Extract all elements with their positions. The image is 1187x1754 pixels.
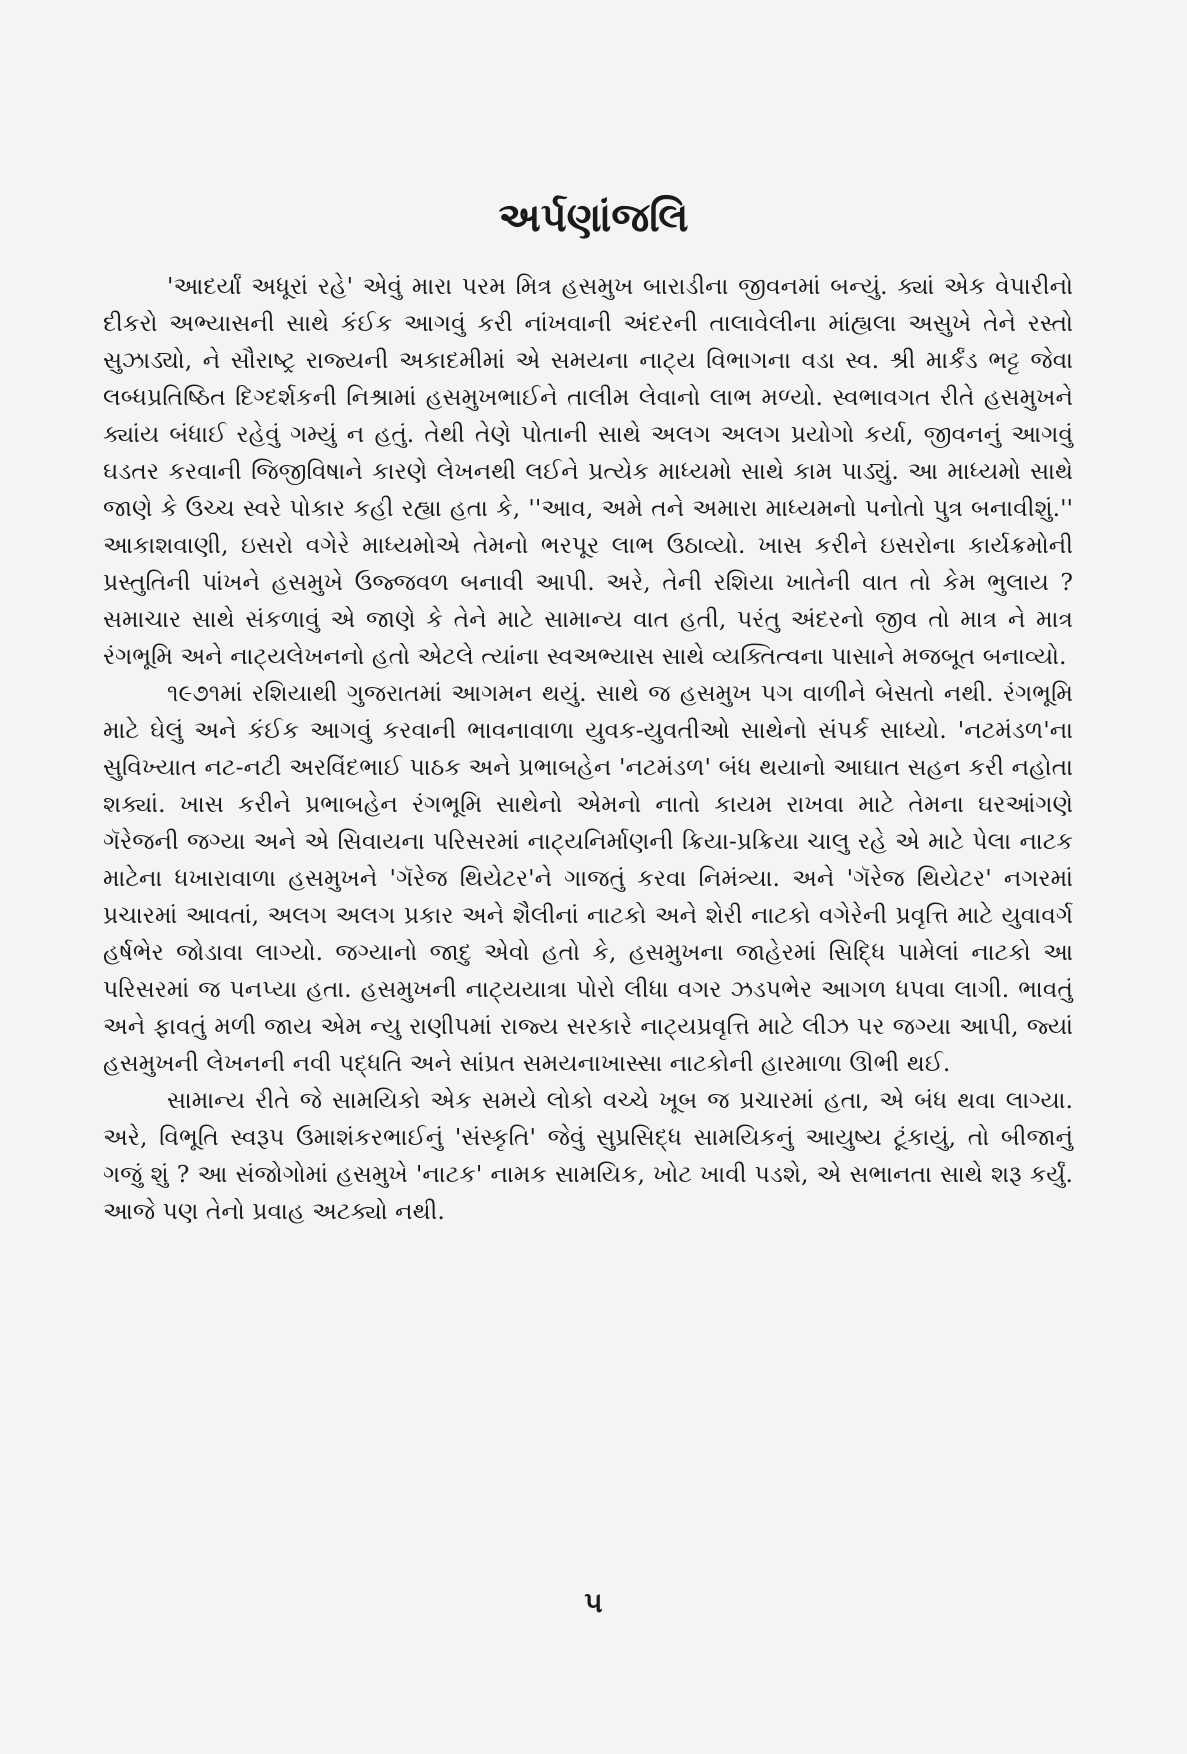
paragraph-3: સામાન્ય રીતે જે સામયિકો એક સમયે લોકો વચ્ચે ખૂબ જ પ્રચારમાં હતા, એ બંધ થવા લાગ્યા. અરે, વિભૂતિ સ્વરૂપ ઉમાશંકરભાઈનું 'સંસ્કૃતિ' જેવું સુપ્રસિદ્ધ સામયિકનું આયુષ્ય ટૂંકાયું, તો બીજાનું ગજું શું ? આ સંજોગોમાં હસમુખે 'નાટક' નામક સામયિક, ખોટ ખાવી પડશે, એ સભાનતા સાથે શરૂ કર્યું. આજે પણ તેનો પ્રવાહ અટક્યો નથી. [103,1086,1073,1225]
page-title: અર્પણાંજલિ [498,194,689,241]
paragraph-2: ૧૯૭૧માં રશિયાથી ગુજરાતમાં આગમન થયું. સાથે જ હસમુખ પગ વાળીને બેસતો નથી. રંગભૂમિ માટે ઘેલું અને કંઈક આગવું કરવાની ભાવનાવાળા યુવક-યુવતીઓ સાથેનો સંપર્ક સાધ્યો. 'નટમંડળ'ના સુવિખ્યાત નટ-નટી અરવિંદભાઈ પાઠક અને પ્રભાબહેન 'નટમંડળ' બંધ થયાનો આઘાત સહન કરી નહોતા શક્યાં. ખાસ કરીને પ્રભાબહેન રંગભૂમિ સાથેનો એમનો નાતો કાયમ રાખવા માટે તેમના ઘરઆંગણે ગૅરેજની જગ્યા અને એ સિવાયના પરિસરમાં નાટ્યનિર્માણની ક્રિયા-પ્રક્રિયા ચાલુ રહે એ માટે પેલા નાટક માટેના ધખારાવાળા હસમુખને 'ગૅરેજ થિયેટર'ને ગાજતું કરવા નિમંત્ર્યા. અને 'ગૅરેજ થિયેટર' નગરમાં પ્રચારમાં આવતાં, અલગ અલગ પ્રકાર અને શૈલીનાં નાટકો અને શેરી નાટકો વગેરેની પ્રવૃત્તિ માટે યુવાવર્ગ હર્ષભેર જોડાવા લાગ્યો. જગ્યાનો જાદુ એવો હતો કે, હસમુખના જાહેરમાં સિદ્ધિ પામેલાં નાટકો આ પરિસરમાં જ પનપ્યા હતા. હસમુખની નાટ્યયાત્રા પોરો લીધા વગર ઝડપભેર આગળ ધપવા લાગી. ભાવતું અને ફાવતું મળી જાય એમ ન્યુ રાણીપમાં રાજ્ય સરકારે નાટ્યપ્રવૃત્તિ માટે લીઝ પર જગ્યા આપી, જ્યાં હસમુખની લેખનની નવી પદ્ધતિ અને સાંપ્રત સમયનાખાસ્સા નાટકોની હારમાળા ઊભી થઈ. [103,679,1073,1077]
paragraph-1: 'આદર્યાં અધૂરાં રહે' એવું મારા પરમ મિત્ર હસમુખ બારાડીના જીવનમાં બન્યું. ક્યાં એક વેપારીનો દીકરો અભ્યાસની સાથે કંઈક આગવું કરી નાંખવાની અંદરની તાલાવેલીના માંહ્યલા અસુખે તેને રસ્તો સુઝાડ્યો, ને સૌરાષ્ટ્ર રાજ્યની અકાદમીમાં એ સમયના નાટ્ય વિભાગના વડા સ્વ. શ્રી માર્કંડ ભટ્ટ જેવા લબ્ધપ્રતિષ્ઠિત દિગ્દર્શકની નિશ્રામાં હસમુખભાઈને તાલીમ લેવાનો લાભ મળ્યો. સ્વભાવગત રીતે હસમુખને ક્યાંય બંધાઈ રહેવું ગમ્યું ન હતું. તેથી તેણે પોતાની સાથે અલગ અલગ પ્રયોગો કર્યા, જીવનનું આગવું ઘડતર કરવાની જિજીવિષાને કારણે લેખનથી લઈને પ્રત્યેક માધ્યમો સાથે કામ પાડ્યું. આ માધ્યમો સાથે જાણે કે ઉચ્ચ સ્વરે પોકાર કહી રહ્યા હતા કે, ''આવ, અમે તને અમારા માધ્યમનો પનોતો પુત્ર બનાવીશું.'' આકાશવાણી, ઇસરો વગેરે માધ્યમોએ તેમનો ભરપૂર લાભ ઉઠાવ્યો. ખાસ કરીને ઇસરોના કાર્યક્રમોની પ્રસ્તુતિની પાંખને હસમુખે ઉજ્જવળ બનાવી આપી. અરે, તેની રશિયા ખાતેની વાત તો કેમ ભુલાય ? સમાચાર સાથે સંકળાવું એ જાણે કે તેને માટે સામાન્ય વાત હતી, પરંતુ અંદરનો જીવ તો માત્ર ને માત્ર રંગભૂમિ અને નાટ્યલેખનનો હતો એટલે ત્યાંના સ્વઅભ્યાસ સાથે વ્યક્તિત્વના પાસાને મજબૂત બનાવ્યો. [103,272,1073,670]
page-number: ૫ [584,1586,603,1619]
body-text [103,268,1073,1230]
